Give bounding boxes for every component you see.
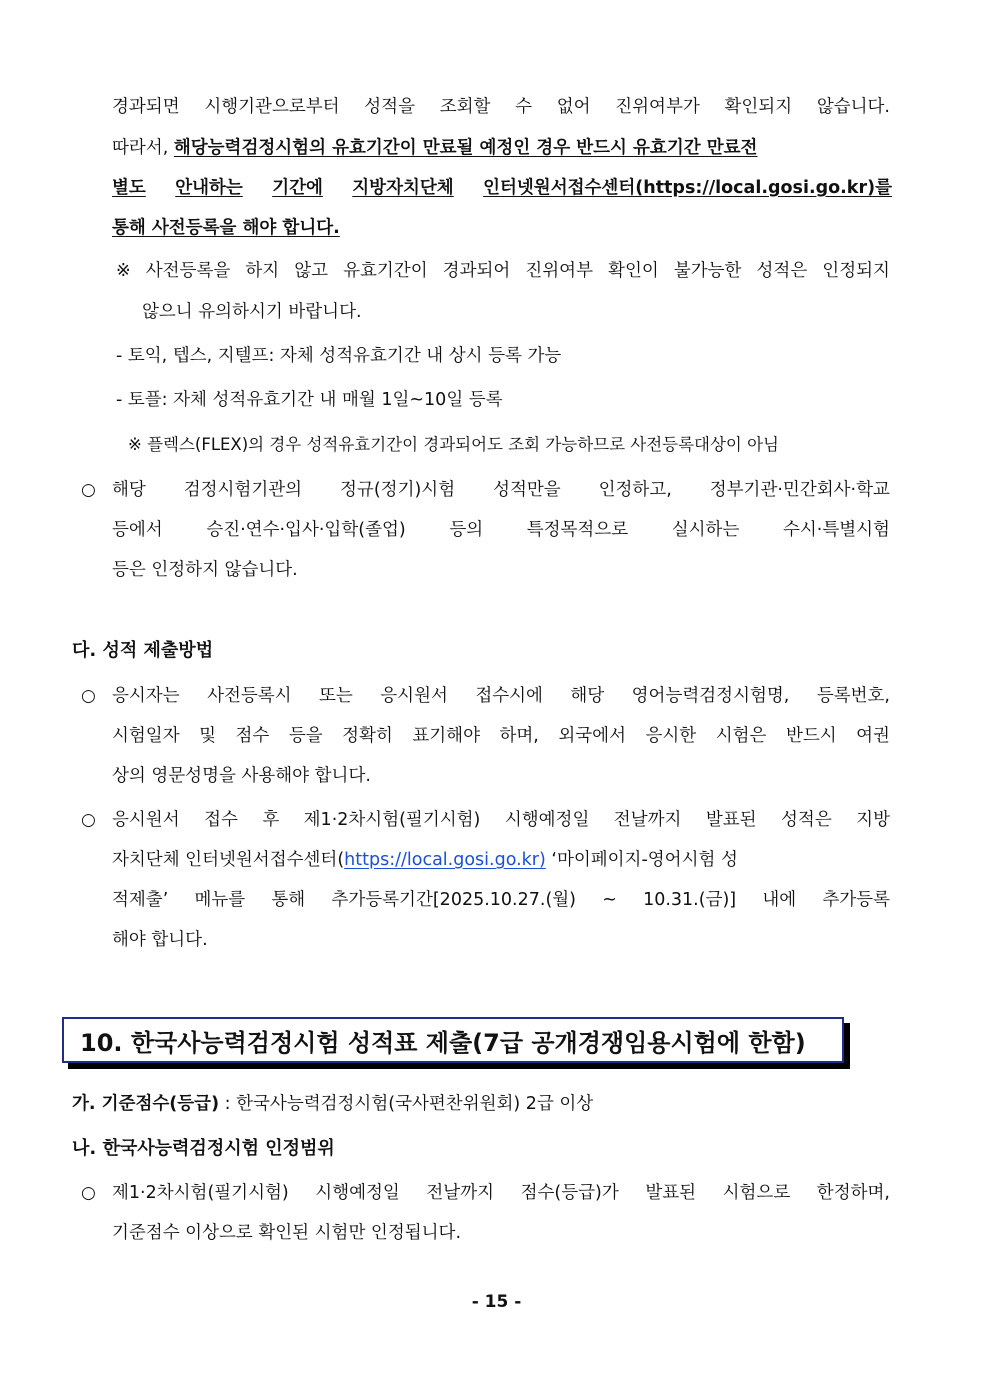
- bullet-1-line-1: 해당 검정시험기관의 정규(정기)시험 성적만을 인정하고, 정부기관·민간회사·학교: [112, 480, 890, 500]
- section-10-na-heading: 나. 한국사능력검정시험 인정범위: [72, 1138, 335, 1159]
- section-10-title-box: [62, 1017, 844, 1063]
- local-gosi-link[interactable]: https://local.gosi.go.kr): [344, 850, 546, 870]
- cont-line-2-normal: 따라서,: [112, 138, 174, 158]
- cont-line-2: [112, 136, 892, 160]
- da-bullet-2-line-2-post: ‘마이페이지-영어시험 성: [545, 850, 738, 870]
- page-number: - 15 -: [471, 1292, 522, 1312]
- ga-value: : 한국사능력검정시험(국사편찬위원회) 2급 이상: [219, 1094, 594, 1114]
- note-2: ※ 플렉스(FLEX)의 경우 성적유효기간이 경과되어도 조회 가능하므로 사전등록대상이 아님: [128, 435, 779, 454]
- cont-line-2-emphasis: 해당능력검정시험의 유효기간이 만료될 예정인 경우 반드시 유효기간 만료전: [173, 138, 758, 158]
- note-1-line-1: ※ 사전등록을 하지 않고 유효기간이 경과되어 진위여부 확인이 불가능한 성적은 인정되지: [116, 261, 890, 281]
- da-bullet-2-line-2: [112, 848, 890, 872]
- da-bullet-2-line-4: 해야 합니다.: [112, 930, 208, 950]
- da-bullet-2-line-3: 적제출’ 메뉴를 통해 추가등록기간[2025.10.27.(월) ~ 10.31.(금)] 내에 추가등록: [112, 890, 890, 910]
- bullet-circle-icon: ○: [81, 686, 96, 706]
- na-bullet-line-2: 기준점수 이상으로 확인된 시험만 인정됩니다.: [112, 1223, 462, 1243]
- section-10-title: 10. 한국사능력검정시험 성적표 제출(7급 공개경쟁임용시험에 한함): [80, 1028, 806, 1057]
- na-bullet-line-1: 제1·2차시험(필기시험) 시행예정일 전날까지 점수(등급)가 발표된 시험으로 한정하며,: [112, 1183, 890, 1203]
- cont-line-4: 통해 사전등록을 해야 합니다.: [112, 218, 340, 238]
- cont-line-1: 경과되면 시행기관으로부터 성적을 조회할 수 없어 진위여부가 확인되지 않습니다.: [112, 97, 890, 117]
- bullet-1-line-2: 등에서 승진·연수·입사·입학(졸업) 등의 특정목적으로 실시하는 수시·특별시험: [112, 520, 890, 540]
- da-bullet-1-line-3: 상의 영문성명을 사용해야 합니다.: [112, 766, 371, 786]
- bullet-circle-icon: ○: [81, 810, 96, 830]
- bullet-circle-icon: ○: [81, 480, 96, 500]
- da-bullet-2-line-2-pre: 자치단체 인터넷원서접수센터(: [112, 850, 345, 870]
- dash-item-2: - 토플: 자체 성적유효기간 내 매월 1일~10일 등록: [116, 390, 503, 410]
- da-bullet-1-line-2: 시험일자 및 점수 등을 정확히 표기해야 하며, 외국에서 응시한 시험은 반드시 여권: [112, 726, 890, 746]
- da-bullet-1-line-1: 응시자는 사전등록시 또는 응시원서 접수시에 해당 영어능력검정시험명, 등록번호,: [112, 686, 890, 706]
- da-bullet-2-line-1: 응시원서 접수 후 제1·2차시험(필기시험) 시행예정일 전날까지 발표된 성적은 지방: [112, 810, 890, 830]
- bullet-circle-icon: ○: [81, 1183, 96, 1203]
- section-10-ga: [72, 1092, 593, 1116]
- cont-line-3: 별도 안내하는 기간에 지방자치단체 인터넷원서접수센터(https://local.gosi.go.kr)를: [112, 178, 892, 198]
- dash-item-1: - 토익, 텝스, 지텔프: 자체 성적유효기간 내 상시 등록 가능: [116, 346, 562, 366]
- note-1-line-2: 않으니 유의하시기 바랍니다.: [142, 302, 362, 322]
- ga-label: 가. 기준점수(등급): [72, 1094, 220, 1114]
- section-da-heading: 다. 성적 제출방법: [72, 640, 214, 661]
- bullet-1-line-3: 등은 인정하지 않습니다.: [112, 560, 298, 580]
